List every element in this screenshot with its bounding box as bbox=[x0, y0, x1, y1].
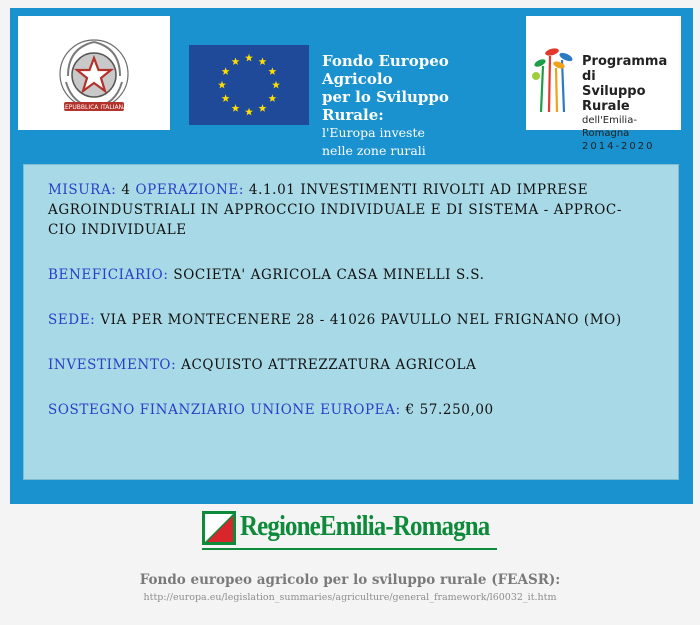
project-info-panel bbox=[23, 164, 679, 480]
psr-line1: Programma di bbox=[582, 54, 668, 84]
operazione-value-line1: 4.1.01 INVESTIMENTI RIVOLTI AD IMPRESE bbox=[248, 182, 589, 198]
operazione-value-line3: CIO INDIVIDUALE bbox=[48, 222, 187, 238]
beneficiario-line bbox=[48, 265, 658, 285]
eu-title-line1: Fondo Europeo Agricolo bbox=[322, 52, 449, 88]
region-logo-text: RegioneEmilia-Romagna bbox=[240, 510, 490, 542]
eu-sub-line1: l'Europa investe bbox=[322, 125, 425, 140]
sede-label: SEDE: bbox=[48, 312, 96, 328]
region-logo-underline bbox=[202, 548, 497, 550]
misura-value: 4 bbox=[121, 182, 131, 198]
eu-fund-text bbox=[322, 52, 515, 160]
feasr-title: Fondo europeo agricolo per lo sviluppo rurale (FEASR): bbox=[139, 572, 561, 588]
sede-line bbox=[48, 310, 658, 330]
beneficiario-value: SOCIETA' AGRICOLA CASA MINELLI S.S. bbox=[173, 267, 485, 283]
operazione-label: OPERAZIONE: bbox=[135, 182, 244, 198]
eu-flag-icon bbox=[189, 45, 309, 125]
sostegno-value: € 57.250,00 bbox=[405, 402, 494, 418]
psr-logo-box bbox=[526, 16, 681, 152]
feasr-url[interactable]: http://europa.eu/legislation_summaries/agriculture/general_framework/l60032_it.htm bbox=[143, 592, 557, 603]
investimento-value: ACQUISTO ATTREZZATURA AGRICOLA bbox=[181, 357, 477, 373]
misura-line bbox=[48, 180, 658, 200]
investimento-label: INVESTIMENTO: bbox=[48, 357, 177, 373]
sostegno-label: SOSTEGNO FINANZIARIO UNIONE EUROPEA: bbox=[48, 402, 401, 418]
psr-line3: dell'Emilia-Romagna bbox=[582, 115, 637, 139]
eu-title-line2: per lo Sviluppo Rurale: bbox=[322, 88, 449, 124]
sostegno-line bbox=[48, 400, 658, 420]
italian-republic-emblem-icon bbox=[18, 16, 170, 130]
psr-line4: 2014-2020 bbox=[582, 141, 655, 152]
operazione-value-line2: AGROINDUSTRIALI IN APPROCCIO INDIVIDUALE E DI SISTEMA - APPROC- bbox=[48, 202, 623, 218]
psr-text bbox=[582, 54, 681, 152]
beneficiario-label: BENEFICIARIO: bbox=[48, 267, 169, 283]
republic-emblem-box bbox=[18, 16, 170, 130]
eu-logo-block bbox=[181, 16, 515, 158]
seal-ribbon-text: REPUBBLICA ITALIANA bbox=[60, 104, 128, 111]
psr-sprouts-icon bbox=[528, 16, 578, 130]
misura-label: MISURA: bbox=[48, 182, 117, 198]
psr-line2: Sviluppo Rurale bbox=[582, 84, 646, 114]
region-flag-icon bbox=[202, 511, 236, 545]
eu-sub-line2: nelle zone rurali bbox=[322, 143, 426, 158]
sede-value: VIA PER MONTECENERE 28 - 41026 PAVULLO NEL FRIGNANO (MO) bbox=[100, 312, 622, 328]
investimento-line bbox=[48, 355, 658, 375]
regione-emilia-romagna-logo bbox=[202, 508, 497, 548]
